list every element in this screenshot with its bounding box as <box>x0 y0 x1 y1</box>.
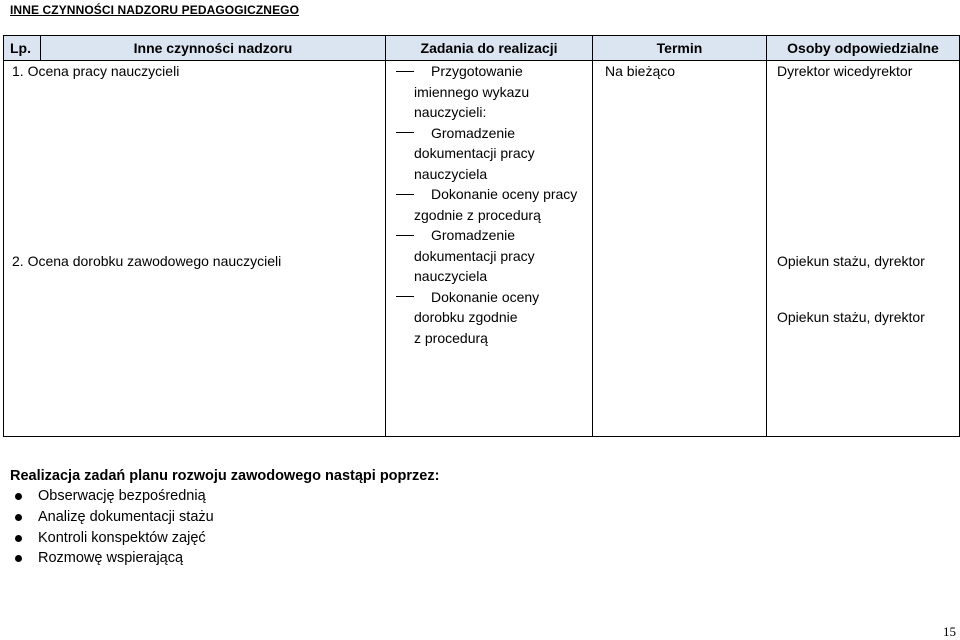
task-1c-line: zgodnie z procedurą <box>414 206 541 223</box>
list-item: Kontroli konspektów zajęć <box>12 528 214 549</box>
task-1a-line: imiennego wykazu <box>414 83 530 100</box>
task-1b-line: dokumentacji pracy <box>414 145 535 161</box>
table-row <box>4 61 960 437</box>
bullet-icon <box>15 514 22 521</box>
responsible-1: Dyrektor wicedyrektor <box>777 63 913 79</box>
list-item: Rozmowę wspierającą <box>12 548 214 569</box>
page-number: 15 <box>943 624 956 639</box>
term-cell <box>593 61 767 437</box>
task-2a-line: nauczyciela <box>414 268 488 284</box>
header-tasks: Zadania do realizacji <box>386 36 593 61</box>
responsible-3: Opiekun stażu, dyrektor <box>777 309 925 325</box>
list-item: Obserwację bezpośrednią <box>12 486 214 507</box>
task-1c: Dokonanie oceny pracy <box>396 184 577 205</box>
task-1b-line: nauczyciela <box>414 165 488 182</box>
activities-cell <box>4 61 386 437</box>
bullet-icon <box>15 535 22 542</box>
responsible-cell <box>767 61 960 437</box>
task-1a: Przygotowanie <box>396 61 523 82</box>
header-term: Termin <box>593 36 767 61</box>
task-2b-line: dorobku zgodnie <box>414 309 518 325</box>
header-lp: Lp. <box>4 36 41 61</box>
section-heading: INNE CZYNNOŚCI NADZORU PEDAGOGICZNEGO <box>10 3 300 17</box>
activity-2: 2. Ocena dorobku zawodowego nauczycieli <box>12 253 282 269</box>
tasks-cell <box>386 61 593 437</box>
activity-1: 1. Ocena pracy nauczycieli <box>12 63 180 79</box>
task-2a: Gromadzenie <box>396 225 515 246</box>
responsible-2: Opiekun stażu, dyrektor <box>777 253 925 269</box>
task-2a-line: dokumentacji pracy <box>414 247 535 264</box>
footer-title: Realizacja zadań planu rozwoju zawodowego nastąpi poprzez: <box>10 468 440 484</box>
dash-icon <box>396 132 414 133</box>
task-1a-line: nauczycieli: <box>414 104 487 120</box>
methods-list <box>12 486 214 569</box>
bullet-icon <box>15 493 22 500</box>
bullet-icon <box>15 555 22 562</box>
dash-icon <box>396 194 414 195</box>
dash-icon <box>396 71 414 72</box>
header-responsible: Osoby odpowiedzialne <box>767 36 960 61</box>
supervision-table <box>3 35 960 437</box>
list-item: Analizę dokumentacji stażu <box>12 507 214 528</box>
table-header-row <box>4 36 960 61</box>
task-2b: Dokonanie oceny <box>396 287 539 308</box>
dash-icon <box>396 235 414 236</box>
header-activities: Inne czynności nadzoru <box>41 36 386 61</box>
term-value: Na bieżąco <box>605 63 676 79</box>
dash-icon <box>396 296 414 297</box>
task-2b-line: z procedurą <box>414 329 488 346</box>
task-1b: Gromadzenie <box>396 123 515 144</box>
